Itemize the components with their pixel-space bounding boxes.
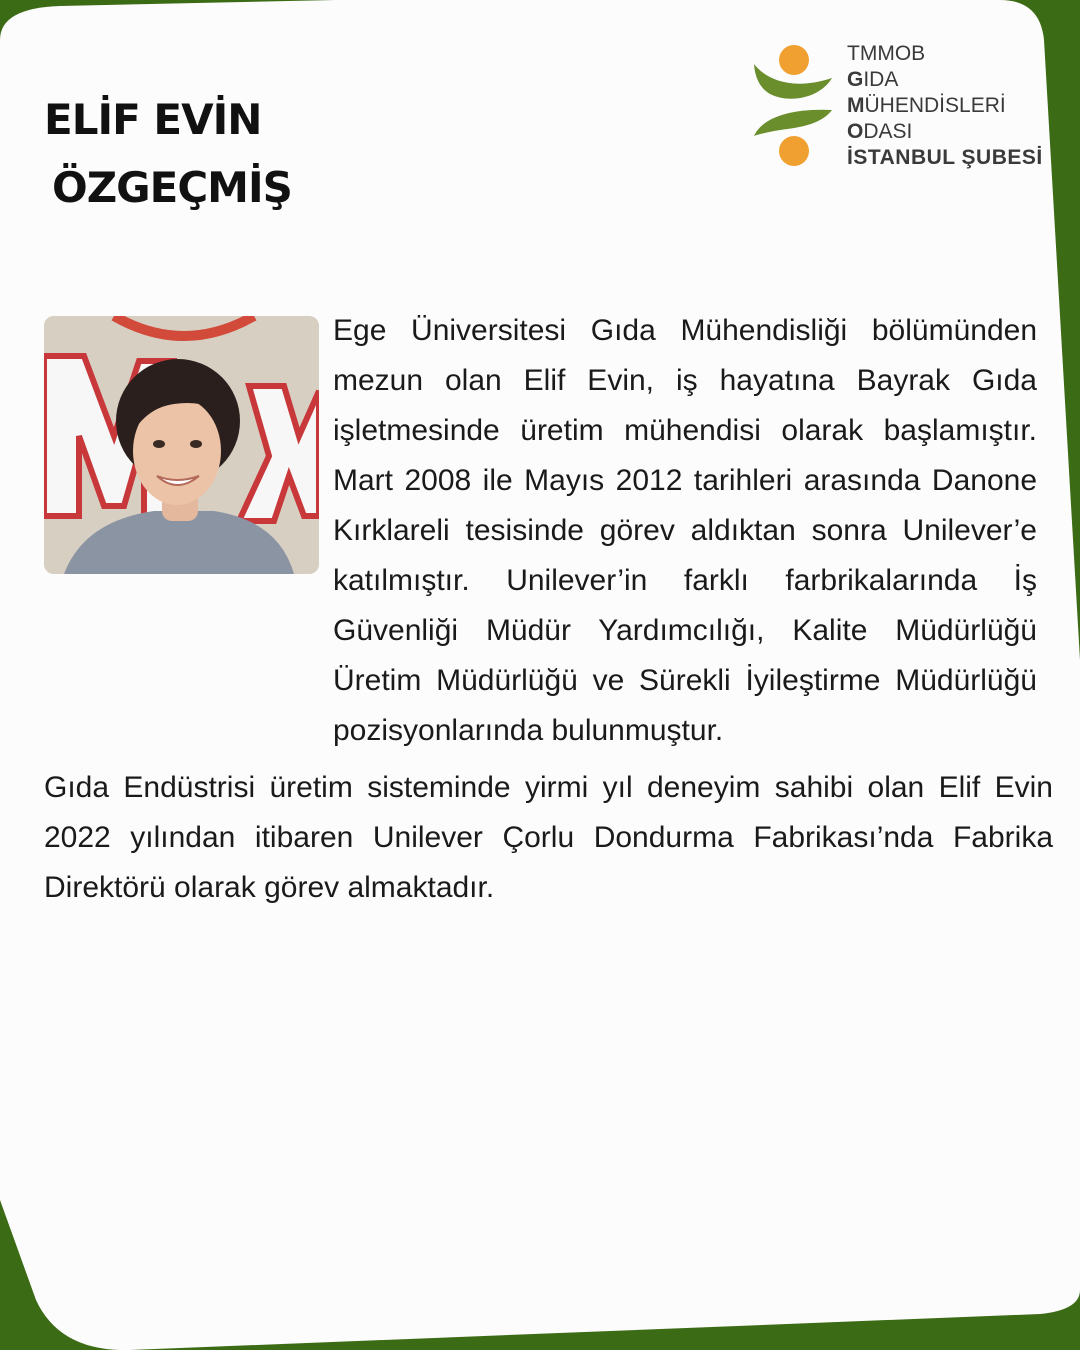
logo-text bbox=[847, 41, 1043, 171]
logo-mark-icon bbox=[750, 38, 838, 170]
portrait-photo bbox=[44, 316, 319, 574]
organization-logo bbox=[750, 38, 1043, 178]
document-subtitle: ÖZGEÇMİŞ bbox=[52, 163, 292, 212]
bio-paragraph-2: Gıda Endüstrisi üretim sisteminde yirmi yıl deneyim sahibi olan Elif Evin 2022 yılından itibaren Unilever Çorlu Dondurma Fabrikası’nda Fabrika Direktörü olarak görev almaktadır. bbox=[44, 771, 1053, 904]
person-name: ELİF EVİN bbox=[44, 95, 262, 144]
logo-line-odasi: ODASI bbox=[847, 120, 913, 143]
page-title bbox=[44, 92, 292, 216]
logo-line-muhendisleri: MÜHENDİSLERİ bbox=[847, 94, 1006, 117]
portrait-illustration-icon bbox=[44, 316, 319, 574]
logo-line-tmmob: TMMOB bbox=[847, 42, 926, 65]
logo-line-istanbul-subesi: İSTANBUL ŞUBESİ bbox=[847, 146, 1043, 169]
logo-line-gida: GIDA bbox=[847, 68, 899, 91]
bio-paragraph-1: Ege Üniversitesi Gıda Mühendisliği bölümünden mezun olan Elif Evin, iş hayatına Bayrak Gıda işletmesinde üretim mühendisi olarak başlamıştır. Mart 2008 ile Mayıs 2012 tarihleri arasında Danone Kırklareli tesisinde görev aldıktan sonra Unilever’e katılmıştır. Unilever’in farklı farbrikalarında İş Güvenliği Müdür Yardımcılığı, Kalite Müdürlüğü Üretim Müdürlüğü ve Sürekli İyileştirme Müdürlüğü pozisyonlarında bulunmuştur. bbox=[333, 314, 1037, 747]
